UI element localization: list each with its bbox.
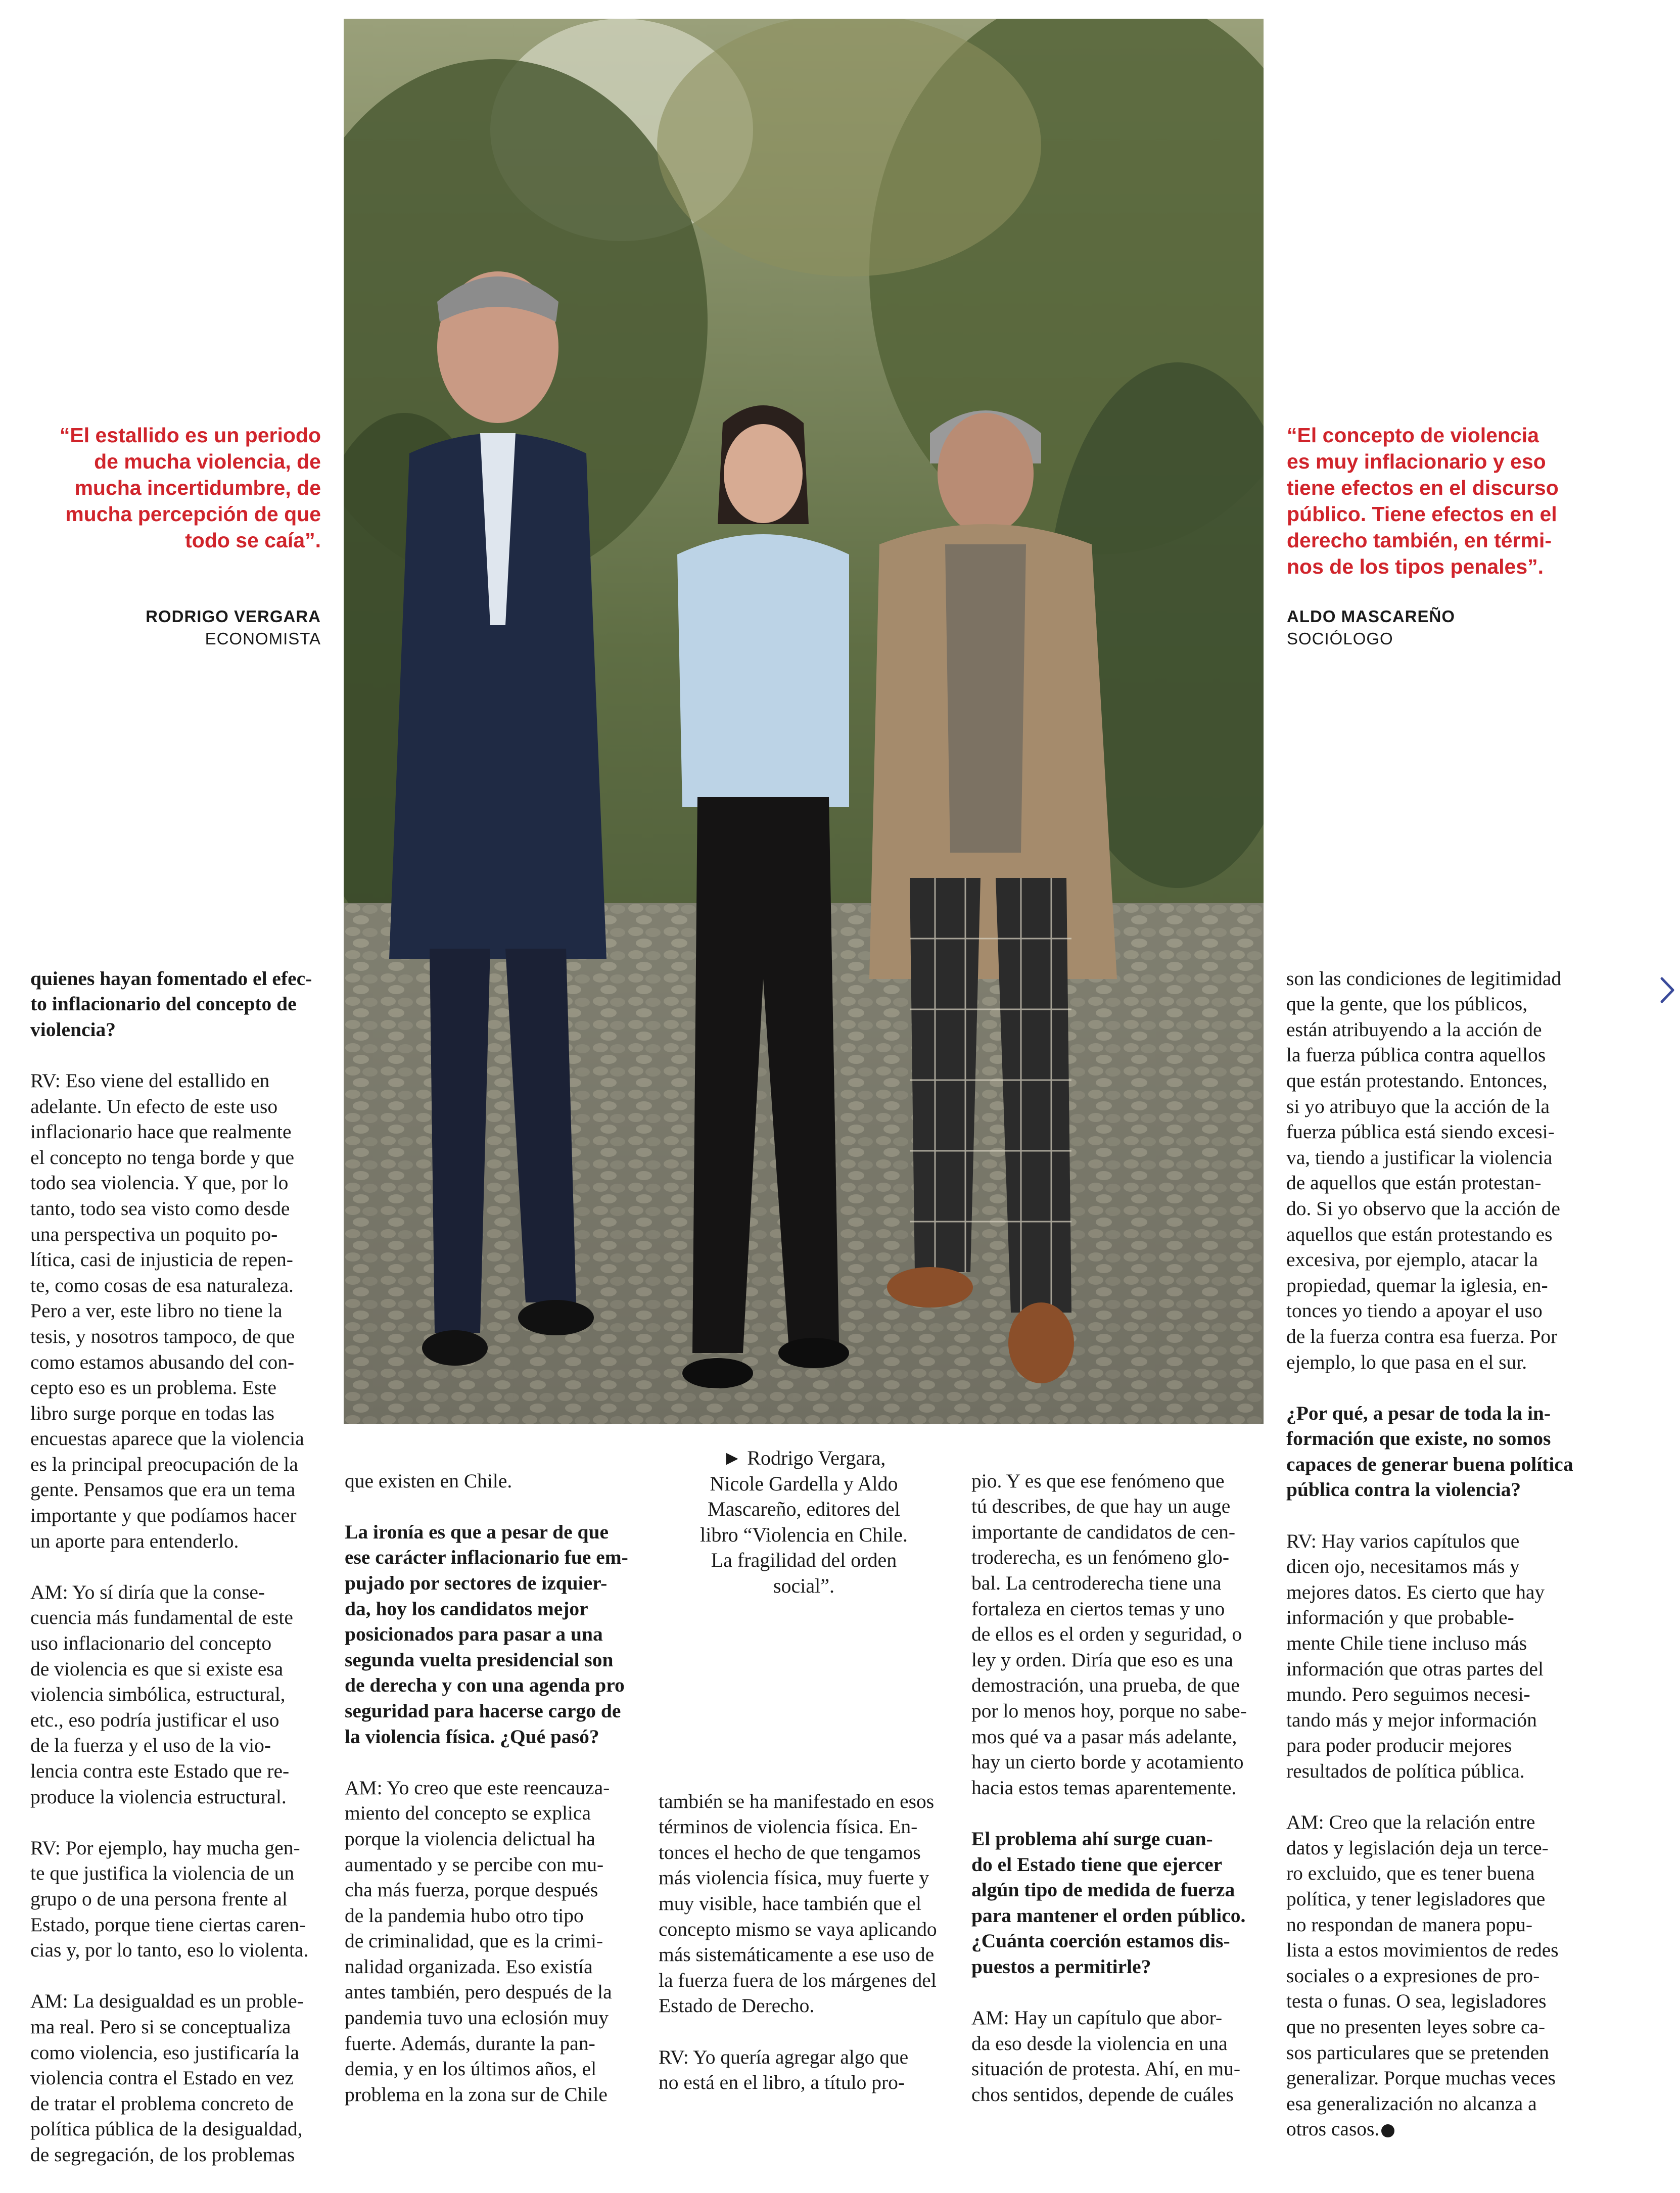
quote-attribution-right xyxy=(1287,605,1610,650)
paragraph: AM: Hay un capítulo que abor- da eso desde la violencia en una situación de protesta. Ahí, en mu- chos sentidos, depende de cuáles xyxy=(971,2007,1241,2106)
paragraph: AM: La desigualdad es un proble- ma real. Pero si se conceptualiza como violencia, eso justificaría la violencia contra el Estado en vez de tratar el problema concreto de política pública de la desigualdad, de segregación, de los problemas xyxy=(30,1990,304,2166)
article-column-2 xyxy=(345,1442,634,2133)
interview-question: El problema ahí surge cuan- do el Estado tiene que ejercer algún tipo de medida de fuerza para mantener el orden público. ¿Cuánta coerción estamos dis- puestos a permitirle? xyxy=(971,1827,1246,1978)
end-of-article-icon xyxy=(1381,2124,1394,2137)
article-column-4 xyxy=(971,1442,1264,2133)
paragraph: RV: Yo quería agregar algo que no está en el libro, a título pro- xyxy=(659,2045,909,2094)
chevron-right-icon[interactable] xyxy=(1659,975,1676,1005)
pull-quote-left: “El estallido es un periodo de mucha violencia, de mucha incertidumbre, de mucha percepción de que todo se caía”. xyxy=(59,424,321,552)
quote-attribution-left xyxy=(20,605,321,650)
attribution-role: SOCIÓLOGO xyxy=(1287,629,1393,648)
interview-question: quienes hayan fomentado el efec- to inflacionario del concepto de violencia? xyxy=(30,967,312,1041)
paragraph: AM: Yo creo que este reencauza- miento del concepto se explica porque la violencia delictual ha aumentado y se percibe con mu- cha más fuerza, porque después de la pandemia hubo otro tipo de criminalidad, que es la crimi- nalidad organizada. Eso existía antes también, pero después de la pandemia tuvo una eclosión muy fuerte. Además, durante la pan- demia, y en los últimos años, el problema en la zona sur de Chile xyxy=(345,1776,612,2106)
paragraph: AM: Yo sí diría que la conse- cuencia más fundamental de este uso inflacionario del concepto de violencia es que si existe esa violencia simbólica, estructural, etc., eso podría justificar el uso de la fuerza y el uso de la vio- lencia contra este Estado que re- produce la violencia estructural. xyxy=(30,1580,293,1808)
interview-question: ¿Por qué, a pesar de toda la in- formación que existe, no somos capaces de generar buena política pública contra la violencia? xyxy=(1286,1402,1573,1501)
paragraph xyxy=(1286,1809,1578,2142)
paragraph: RV: Hay varios capítulos que dicen ojo, necesitamos más y mejores datos. Es cierto que hay información y que probable- mente Chile tiene incluso más información que otras partes del mundo. Pero seguimos necesi- tando más y mejor información para poder producir mejores resultados de política pública. xyxy=(1286,1529,1545,1782)
photo-illustration xyxy=(344,19,1264,1424)
pull-quote-right: “El concepto de violencia es muy inflacionario y eso tiene efectos en el discurso público. Tiene efectos en el derecho también, en térmi- nos de los tipos penales”. xyxy=(1287,424,1559,578)
interview-question: La ironía es que a pesar de que ese carácter inflacionario fue em- pujado por sectores de izquier- da, hoy los candidatos mejor posicionados para pasar a una segunda vuelta presidencial son de derecha y con una agenda pro seguridad para hacerse cargo de la violencia física. ¿Qué pasó? xyxy=(345,1520,628,1748)
paragraph: RV: Por ejemplo, hay mucha gen- te que justifica la violencia de un grupo o de una persona frente al Estado, porque tiene ciertas caren- cias y, por lo tanto, eso lo violenta. xyxy=(30,1836,309,1962)
paragraph: también se ha manifestado en esos términos de violencia física. En- tonces el hecho de que tengamos más violencia física, muy fuerte y muy visible, hace también que el concepto mismo se vaya aplicando más sistemáticamente a ese uso de la fuerza fuera de los márgenes del Estado de Derecho. xyxy=(659,1790,937,2017)
article-column-3 xyxy=(659,1763,949,2121)
photo-caption: ► Rodrigo Vergara, Nicole Gardella y Aldo Mascareño, editores del libro “Violencia en Chile. La fragilidad del orden social”. xyxy=(700,1447,908,1597)
paragraph: RV: Eso viene del estallido en adelante. Un efecto de este uso inflacionario hace que realmente el concepto no tenga borde y que todo sea violencia. Y que, por lo tanto, todo sea visto como desde una perspectiva un poquito po- lítica, casi de injusticia de repen- te, como cosas de esa naturaleza. Pero a ver, este libro no tiene la tesis, y nosotros tampoco, de que como estamos abusando del con- cepto eso es un problema. Este libro surge porque en todas las encuestas aparece que la violencia es la principal preocupación de la gente. Pensamos que era un tema importante y que podíamos hacer un aporte para entenderlo. xyxy=(30,1069,304,1552)
chevron-right-shape xyxy=(1659,975,1676,1005)
attribution-name: RODRIGO VERGARA xyxy=(146,607,321,626)
attribution-name: ALDO MASCAREÑO xyxy=(1287,607,1455,626)
paragraph-text: AM: Creo que la relación entre datos y legislación deja un terce- ro excluido, que es tener buena política, y tener legisladores que no respondan de manera popu- lista a estos movimientos de redes sociales o a expresiones de pro- testa o funas. O sea, legisladores que no presenten leyes sobre ca- sos particulares que se pretenden generalizar. Porque muchas veces esa generalización no alcanza a otros casos. xyxy=(1286,1811,1559,2140)
attribution-role: ECONOMISTA xyxy=(205,629,321,648)
paragraph: pio. Y es que ese fenómeno que tú describes, de que hay un auge importante de candidatos de cen- troderecha, es un fenómeno glo- bal. La centroderecha tiene una fortaleza en ciertos temas y uno de ellos es el orden y seguridad, o ley y orden. Diría que eso es una demostración, una prueba, de que por lo menos hoy, porque no sabe- mos qué va a pasar más adelante, hay un cierto borde y acotamiento hacia estos temas aparentemente. xyxy=(971,1469,1247,1799)
article-column-1 xyxy=(30,940,322,2193)
paragraph: son las condiciones de legitimidad que la gente, que los públicos, están atribuyendo a la acción de la fuerza pública contra aquellos que están protestando. Entonces, si yo atribuyo que la acción de la fuerza pública está siendo excesi- va, tiendo a justificar la violencia de aquellos que están protestan- do. Si yo observo que la acción de aquellos que están protestando es excesiva, por ejemplo, atacar la propiedad, quemar la iglesia, en- tonces yo tiendo a apoyar el uso de la fuerza contra esa fuerza. Por ejemplo, lo que pasa en el sur. xyxy=(1286,967,1562,1373)
article-column-5 xyxy=(1286,940,1578,2168)
group-portrait-photo xyxy=(344,19,1264,1424)
paragraph: que existen en Chile. xyxy=(345,1469,512,1492)
